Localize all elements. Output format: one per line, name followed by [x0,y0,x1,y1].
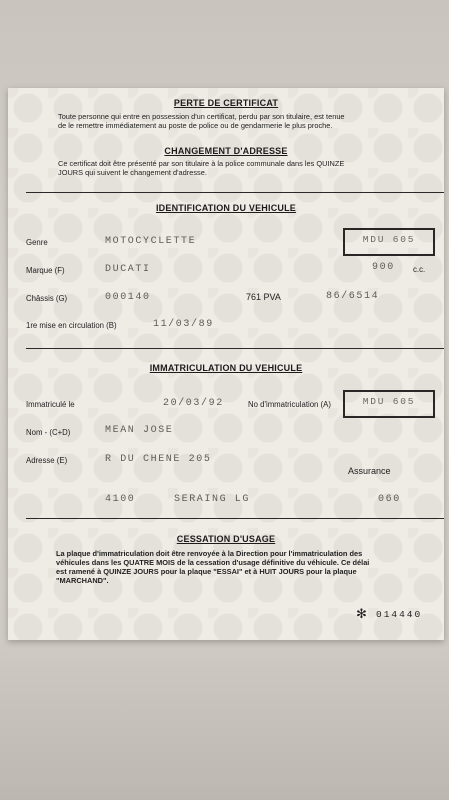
adresse-value: R DU CHENE 205 [105,454,212,465]
chassis-label: Châssis (G) [26,294,68,303]
immatriculation-title: IMMATRICULATION DU VEHICULE [149,363,303,373]
star-icon: ✻ [356,606,367,621]
genre-value: MOTOCYCLETTE [105,236,197,247]
serial-number: 014440 [376,609,423,620]
mise-label: 1re mise en circulation (B) [26,321,117,330]
cessation-text-line-4: "MARCHAND". [56,576,109,585]
perte-title: PERTE DE CERTIFICAT [173,98,279,108]
postal-code-value: 4100 [105,494,136,505]
city-value: SERAING LG [174,494,251,505]
adresse-label: Adresse (E) [26,456,68,465]
marque-value: DUCATI [105,264,151,275]
assurance-value: 060 [378,494,401,505]
cessation-text-line-1: La plaque d'immatriculation doit être renvoyée à la Direction pour l'immatriculation des [56,549,363,558]
nom-label: Nom - (C+D) [26,428,71,437]
immatriculation-no-box [343,390,435,418]
divider-top [26,192,444,193]
perte-text-line-2: de le remettre immédiatement au poste de police ou de gendarmerie le plus proche. [58,121,333,130]
divider-middle [26,348,444,349]
chassis-code: 761 PVA [246,292,281,302]
immatriculation-no-label: No d'immatriculation (A) [248,400,331,409]
chassis-ref: 86/6514 [326,291,380,302]
identification-title: IDENTIFICATION DU VEHICULE [155,203,297,213]
cc-unit: c.c. [413,265,426,274]
cessation-title: CESSATION D'USAGE [176,534,276,544]
nom-value: MEAN JOSE [105,425,174,436]
genre-code: MDU 605 [362,234,416,245]
marque-label: Marque (F) [26,266,65,275]
perte-text-line-1: Toute personne qui entre en possession d'un certificat, perdu par son titulaire, est tenue [58,112,345,121]
genre-label: Genre [26,238,48,247]
genre-code-box [343,228,435,256]
cessation-text-line-3: est ramené à QUINZE JOURS pour la plaque "ESSAI" et à HUIT JOURS pour la plaque [56,567,357,576]
divider-bottom [26,518,444,519]
immatricule-value: 20/03/92 [163,398,224,409]
chassis-value: 000140 [105,292,151,303]
changement-text-line-1: Ce certificat doit être présenté par son titulaire à la police communale dans les QUINZE [58,159,345,168]
cessation-text-line-2: véhicules dans les QUATRE MOIS de la cessation d'usage définitive du véhicule. Ce délai [56,558,370,567]
cc-value: 900 [372,262,395,273]
changement-title: CHANGEMENT D'ADRESSE [164,146,288,156]
changement-text-line-2: JOURS qui suivent le changement d'adresse. [58,168,207,177]
mise-value: 11/03/89 [153,319,214,330]
assurance-label: Assurance [348,466,391,476]
immatricule-label: Immatriculé le [26,400,75,409]
vehicle-registration-certificate [8,88,444,640]
immatriculation-no-value: MDU 605 [362,396,416,407]
